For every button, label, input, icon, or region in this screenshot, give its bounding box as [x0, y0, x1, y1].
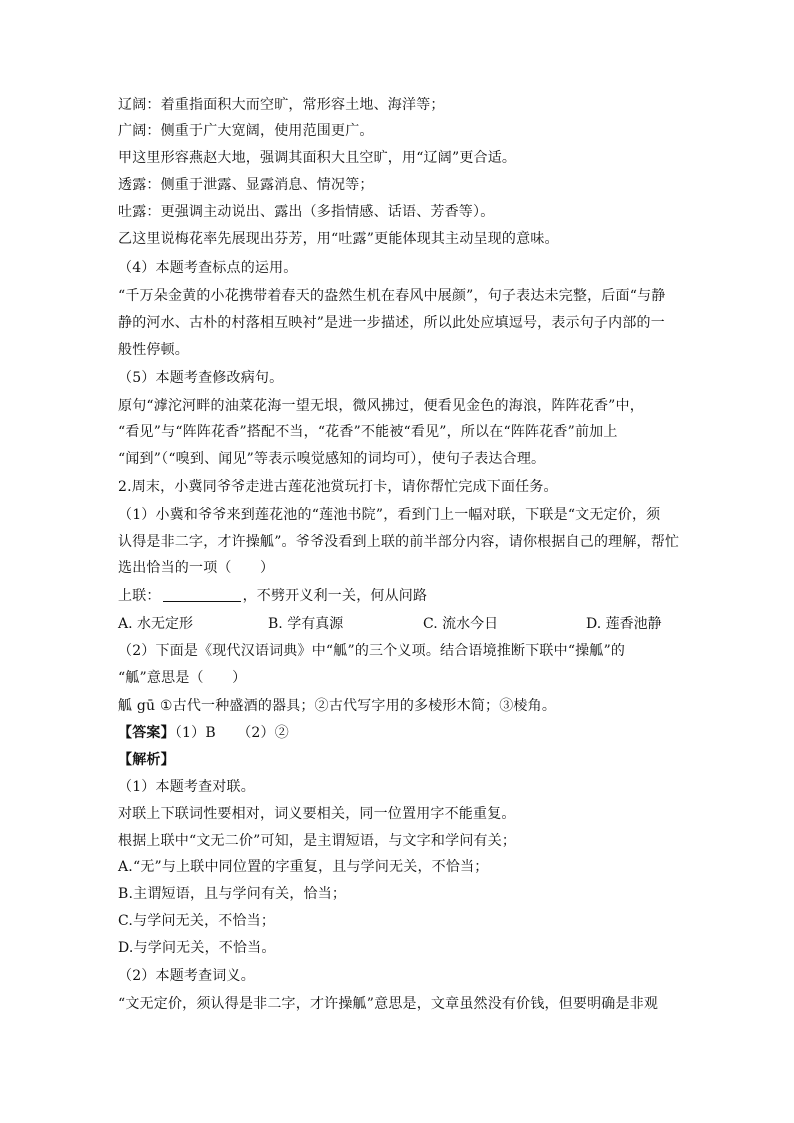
text-line: “千万朵金黄的小花携带着春天的盎然生机在春风中展颜”，句子表达未完整，后面“与静 [118, 288, 666, 304]
text-line: 认得是非二字，才许操觚”。爷爷没看到上联的前半部分内容，请你根据自己的理解，帮忙 [118, 534, 680, 550]
shanglian-suffix: ，不劈开义利一关，何从问路 [242, 588, 428, 604]
text-line: C.与学问无关，不恰当； [118, 913, 276, 929]
option-b: B. 学有真源 [268, 616, 344, 632]
text-line: “觚”意思是（ ） [118, 670, 247, 686]
analysis-label: 【解析】 [118, 752, 175, 768]
text-line: （4）本题考查标点的运用。 [118, 260, 298, 276]
option-a: A. 水无定形 [118, 616, 194, 632]
text-line: 原句“滹沱河畔的油菜花海一望无垠，微风拂过，便看见金色的海浪，阵阵花香”中， [118, 398, 644, 414]
text-line: “文无定价，须认得是非二字，才许操觚”意思是，文章虽然没有价钱，但要明确是非观 [118, 996, 659, 1012]
answer-label: 【答案】 [118, 725, 175, 741]
text-line: “看见”与“阵阵花香”搭配不当，“花香”不能被“看见”，所以在“阵阵花香”前加上 [118, 424, 618, 440]
text-line: B.主谓短语，且与学问有关，恰当； [118, 886, 347, 902]
text-line: 广阔：侧重于广大宽阔，使用范围更广。 [118, 123, 374, 139]
text-line: “闻到”（“嗅到、闻见”等表示嗅觉感知的词均可），使句子表达合理。 [118, 451, 546, 467]
text-line: （1）小冀和爷爷来到莲花池的“莲池书院”，看到门上一幅对联，下联是“文无定价，须 [118, 507, 661, 523]
text-line: 乙这里说梅花率先展现出芬芳，用“吐露”更能体现其主动呈现的意味。 [118, 231, 559, 247]
text-line: 对联上下联词性要相对，词义要相关，同一位置用字不能重复。 [118, 806, 516, 822]
text-line: 选出恰当的一项（ ） [118, 560, 275, 576]
dictionary-entry: 觚 gū ①古代一种盛酒的器具；②古代写字用的多棱形木简；③棱角。 [118, 698, 557, 714]
choice-options [118, 614, 678, 634]
text-line: （2）本题考查词义。 [118, 968, 255, 984]
text-line: 根据上联中“文无二价”可知，是主谓短语，与文字和学问有关； [118, 833, 517, 849]
shanglian-prefix: 上联： [118, 588, 161, 604]
text-line: 辽阔：着重指面积大而空旷，常形容土地、海洋等； [118, 97, 445, 113]
option-d: D. 莲香池静 [586, 616, 662, 632]
answer-line [118, 723, 678, 743]
shanglian-line [118, 586, 678, 606]
text-line: （5）本题考查修改病句。 [118, 370, 284, 386]
text-line: （1）本题考查对联。 [118, 779, 255, 795]
option-c: C. 流水今日 [423, 616, 499, 632]
text-line: A.“无”与上联中同位置的字重复，且与学问无关，不恰当； [118, 859, 489, 875]
text-line: 般性停顿。 [118, 342, 189, 358]
answer-blank [163, 587, 241, 602]
question-heading: 2.周末，小冀同爷爷走进古莲花池赏玩打卡，请你帮忙完成下面任务。 [118, 479, 558, 495]
text-line: 吐露：更强调主动说出、露出（多指情感、话语、芳香等）。 [118, 204, 495, 220]
text-line: 静的河水、古朴的村落相互映衬”是进一步描述，所以此处应填逗号，表示句子内部的一 [118, 315, 665, 331]
text-line: D.与学问无关，不恰当。 [118, 940, 276, 956]
text-line: 甲这里形容燕赵大地，强调其面积大且空旷，用“辽阔”更合适。 [118, 150, 517, 166]
text-line: （2）下面是《现代汉语词典》中“觚”的三个义项。结合语境推断下联中“操觚”的 [118, 643, 626, 659]
answer-text: （1）B （2）② [174, 725, 289, 741]
text-line: 透露：侧重于泄露、显露消息、情况等； [118, 177, 374, 193]
